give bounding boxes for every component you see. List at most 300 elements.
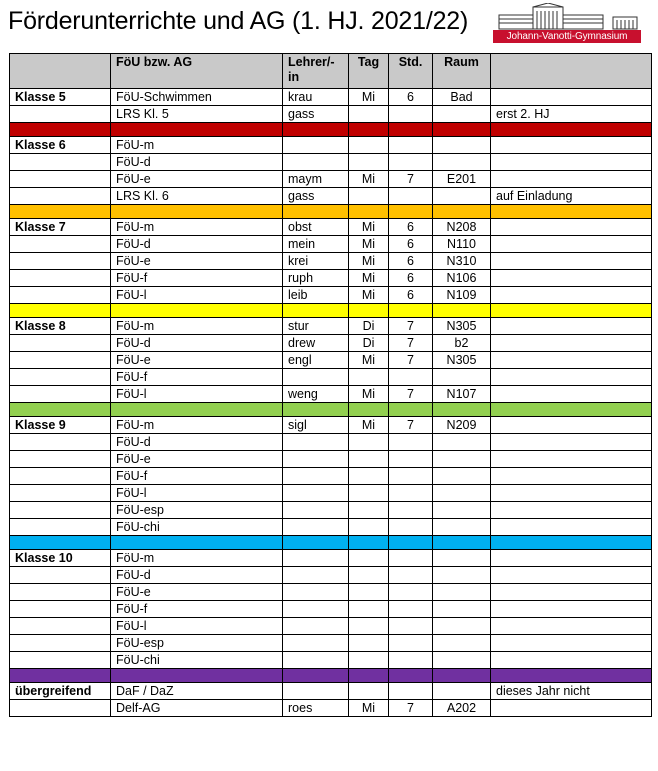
raum-cell: N305: [433, 352, 491, 369]
kurs-cell: FöU-d: [111, 335, 283, 352]
stunde-cell: [389, 485, 433, 502]
stunde-cell: 6: [389, 287, 433, 304]
bemerkung-cell: [491, 352, 652, 369]
header-raum: Raum: [433, 54, 491, 89]
tag-cell: Mi: [349, 219, 389, 236]
divider-cell: [433, 403, 491, 417]
table-row: [10, 171, 652, 188]
klasse-cell: [10, 386, 111, 403]
table-row: [10, 386, 652, 403]
school-name-banner: Johann-Vanotti-Gymnasium: [493, 30, 641, 43]
tag-cell: [349, 519, 389, 536]
raum-cell: A202: [433, 700, 491, 717]
kurs-cell: FöU-e: [111, 451, 283, 468]
lehrer-cell: [283, 485, 349, 502]
table-row: [10, 584, 652, 601]
table-row: [10, 318, 652, 335]
table-row: [10, 89, 652, 106]
bemerkung-cell: [491, 468, 652, 485]
kurs-cell: FöU-d: [111, 567, 283, 584]
bemerkung-cell: [491, 154, 652, 171]
klasse-cell: Klasse 5: [10, 89, 111, 106]
tag-cell: Mi: [349, 352, 389, 369]
table-row: [10, 137, 652, 154]
klasse-cell: übergreifend: [10, 683, 111, 700]
stunde-cell: 6: [389, 253, 433, 270]
raum-cell: [433, 519, 491, 536]
raum-cell: N208: [433, 219, 491, 236]
lehrer-cell: ruph: [283, 270, 349, 287]
raum-cell: [433, 502, 491, 519]
divider-cell: [111, 304, 283, 318]
lehrer-cell: maym: [283, 171, 349, 188]
bemerkung-cell: [491, 567, 652, 584]
tag-cell: [349, 502, 389, 519]
header-tag: Tag: [349, 54, 389, 89]
raum-cell: [433, 485, 491, 502]
table-row: [10, 369, 652, 386]
kurs-cell: FöU-d: [111, 236, 283, 253]
lehrer-cell: weng: [283, 386, 349, 403]
stunde-cell: [389, 137, 433, 154]
schedule-table: [9, 53, 652, 717]
divider-cell: [433, 205, 491, 219]
klasse-cell: Klasse 7: [10, 219, 111, 236]
section-divider-bar: [10, 403, 652, 417]
kurs-cell: FöU-d: [111, 154, 283, 171]
lehrer-cell: [283, 451, 349, 468]
divider-cell: [491, 205, 652, 219]
kurs-cell: LRS Kl. 6: [111, 188, 283, 205]
divider-cell: [349, 536, 389, 550]
bemerkung-cell: [491, 253, 652, 270]
raum-cell: b2: [433, 335, 491, 352]
klasse-cell: [10, 236, 111, 253]
klasse-cell: [10, 567, 111, 584]
stunde-cell: [389, 567, 433, 584]
raum-cell: [433, 550, 491, 567]
raum-cell: [433, 369, 491, 386]
stunde-cell: 7: [389, 335, 433, 352]
tag-cell: [349, 584, 389, 601]
table-row: [10, 618, 652, 635]
klasse-cell: [10, 519, 111, 536]
bemerkung-cell: [491, 434, 652, 451]
raum-cell: N310: [433, 253, 491, 270]
stunde-cell: [389, 502, 433, 519]
klasse-cell: Klasse 8: [10, 318, 111, 335]
divider-cell: [283, 536, 349, 550]
bemerkung-cell: [491, 519, 652, 536]
klasse-cell: [10, 700, 111, 717]
header-lehrer: Lehrer/-in: [283, 54, 349, 89]
table-row: [10, 451, 652, 468]
bemerkung-cell: [491, 584, 652, 601]
bemerkung-cell: [491, 550, 652, 567]
stunde-cell: [389, 188, 433, 205]
klasse-cell: [10, 154, 111, 171]
kurs-cell: FöU-f: [111, 270, 283, 287]
stunde-cell: [389, 550, 433, 567]
kurs-cell: FöU-e: [111, 253, 283, 270]
kurs-cell: FöU-f: [111, 601, 283, 618]
stunde-cell: [389, 601, 433, 618]
klasse-cell: [10, 468, 111, 485]
raum-cell: [433, 434, 491, 451]
divider-cell: [389, 403, 433, 417]
divider-cell: [349, 304, 389, 318]
table-row: [10, 352, 652, 369]
klasse-cell: [10, 601, 111, 618]
raum-cell: [433, 106, 491, 123]
lehrer-cell: krau: [283, 89, 349, 106]
kurs-cell: FöU-esp: [111, 635, 283, 652]
raum-cell: E201: [433, 171, 491, 188]
stunde-cell: [389, 106, 433, 123]
divider-cell: [111, 669, 283, 683]
tag-cell: [349, 652, 389, 669]
divider-cell: [433, 669, 491, 683]
raum-cell: [433, 188, 491, 205]
kurs-cell: FöU-e: [111, 584, 283, 601]
tag-cell: [349, 369, 389, 386]
table-row: [10, 236, 652, 253]
bemerkung-cell: erst 2. HJ: [491, 106, 652, 123]
divider-cell: [10, 403, 111, 417]
header-bemerkung: [491, 54, 652, 89]
divider-cell: [10, 123, 111, 137]
divider-cell: [349, 669, 389, 683]
bemerkung-cell: [491, 485, 652, 502]
tag-cell: [349, 618, 389, 635]
bemerkung-cell: [491, 219, 652, 236]
kurs-cell: FöU-esp: [111, 502, 283, 519]
bemerkung-cell: [491, 601, 652, 618]
lehrer-cell: [283, 601, 349, 618]
section-divider-bar: [10, 205, 652, 219]
raum-cell: [433, 601, 491, 618]
klasse-cell: [10, 618, 111, 635]
klasse-cell: [10, 270, 111, 287]
section-divider-bar: [10, 536, 652, 550]
bemerkung-cell: [491, 700, 652, 717]
raum-cell: [433, 618, 491, 635]
raum-cell: N106: [433, 270, 491, 287]
divider-cell: [433, 123, 491, 137]
lehrer-cell: leib: [283, 287, 349, 304]
bemerkung-cell: [491, 386, 652, 403]
divider-cell: [389, 304, 433, 318]
klasse-cell: [10, 352, 111, 369]
table-row: [10, 635, 652, 652]
bemerkung-cell: [491, 171, 652, 188]
school-building-icon: [493, 3, 641, 30]
divider-cell: [491, 536, 652, 550]
klasse-cell: [10, 434, 111, 451]
bemerkung-cell: [491, 236, 652, 253]
tag-cell: Mi: [349, 89, 389, 106]
divider-cell: [10, 304, 111, 318]
lehrer-cell: [283, 652, 349, 669]
header-klasse: [10, 54, 111, 89]
table-row: [10, 601, 652, 618]
klasse-cell: [10, 635, 111, 652]
tag-cell: Mi: [349, 700, 389, 717]
lehrer-cell: [283, 683, 349, 700]
divider-cell: [491, 304, 652, 318]
lehrer-cell: roes: [283, 700, 349, 717]
klasse-cell: [10, 171, 111, 188]
tag-cell: Mi: [349, 253, 389, 270]
divider-cell: [111, 123, 283, 137]
table-row: [10, 417, 652, 434]
tag-cell: Di: [349, 335, 389, 352]
table-row: [10, 468, 652, 485]
divider-cell: [111, 205, 283, 219]
lehrer-cell: engl: [283, 352, 349, 369]
tag-cell: [349, 106, 389, 123]
bemerkung-cell: [491, 417, 652, 434]
lehrer-cell: [283, 519, 349, 536]
kurs-cell: FöU-chi: [111, 652, 283, 669]
lehrer-cell: sigl: [283, 417, 349, 434]
tag-cell: [349, 601, 389, 618]
divider-cell: [283, 123, 349, 137]
lehrer-cell: obst: [283, 219, 349, 236]
raum-cell: [433, 635, 491, 652]
klasse-cell: [10, 485, 111, 502]
school-logo: [493, 3, 641, 43]
raum-cell: [433, 154, 491, 171]
tag-cell: Mi: [349, 386, 389, 403]
divider-cell: [10, 536, 111, 550]
table-row: [10, 502, 652, 519]
divider-cell: [389, 205, 433, 219]
klasse-cell: [10, 287, 111, 304]
kurs-cell: FöU-chi: [111, 519, 283, 536]
stunde-cell: 7: [389, 417, 433, 434]
bemerkung-cell: [491, 89, 652, 106]
table-row: [10, 270, 652, 287]
lehrer-cell: gass: [283, 106, 349, 123]
divider-cell: [283, 669, 349, 683]
kurs-cell: FöU-m: [111, 219, 283, 236]
stunde-cell: [389, 434, 433, 451]
page-title: Förderunterrichte und AG (1. HJ. 2021/22): [8, 7, 469, 35]
lehrer-cell: [283, 369, 349, 386]
divider-cell: [389, 536, 433, 550]
klasse-cell: [10, 106, 111, 123]
klasse-cell: [10, 335, 111, 352]
kurs-cell: FöU-l: [111, 287, 283, 304]
tag-cell: [349, 188, 389, 205]
klasse-cell: [10, 369, 111, 386]
divider-cell: [491, 403, 652, 417]
lehrer-cell: drew: [283, 335, 349, 352]
section-divider-bar: [10, 123, 652, 137]
section-divider-bar: [10, 304, 652, 318]
kurs-cell: FöU-e: [111, 352, 283, 369]
tag-cell: [349, 451, 389, 468]
table-row: [10, 188, 652, 205]
kurs-cell: FöU-m: [111, 137, 283, 154]
table-row: [10, 652, 652, 669]
table-row: [10, 154, 652, 171]
lehrer-cell: [283, 567, 349, 584]
stunde-cell: 7: [389, 171, 433, 188]
table-row: [10, 519, 652, 536]
divider-cell: [491, 123, 652, 137]
divider-cell: [389, 123, 433, 137]
raum-cell: [433, 468, 491, 485]
stunde-cell: [389, 154, 433, 171]
table-row: [10, 550, 652, 567]
stunde-cell: 6: [389, 89, 433, 106]
raum-cell: [433, 137, 491, 154]
lehrer-cell: mein: [283, 236, 349, 253]
lehrer-cell: krei: [283, 253, 349, 270]
bemerkung-cell: [491, 502, 652, 519]
raum-cell: N107: [433, 386, 491, 403]
header-stunde: Std.: [389, 54, 433, 89]
header-kurs: FöU bzw. AG: [111, 54, 283, 89]
table-row: [10, 700, 652, 717]
bemerkung-cell: [491, 287, 652, 304]
bemerkung-cell: dieses Jahr nicht: [491, 683, 652, 700]
stunde-cell: [389, 369, 433, 386]
bemerkung-cell: [491, 318, 652, 335]
tag-cell: [349, 485, 389, 502]
raum-cell: N110: [433, 236, 491, 253]
divider-cell: [283, 403, 349, 417]
kurs-cell: DaF / DaZ: [111, 683, 283, 700]
kurs-cell: Delf-AG: [111, 700, 283, 717]
stunde-cell: [389, 519, 433, 536]
lehrer-cell: [283, 434, 349, 451]
table-row: [10, 106, 652, 123]
tag-cell: Mi: [349, 171, 389, 188]
table-row: [10, 683, 652, 700]
bemerkung-cell: [491, 635, 652, 652]
stunde-cell: [389, 468, 433, 485]
stunde-cell: [389, 451, 433, 468]
lehrer-cell: [283, 137, 349, 154]
kurs-cell: FöU-l: [111, 618, 283, 635]
kurs-cell: FöU-f: [111, 468, 283, 485]
klasse-cell: [10, 253, 111, 270]
tag-cell: [349, 567, 389, 584]
tag-cell: [349, 434, 389, 451]
stunde-cell: [389, 652, 433, 669]
klasse-cell: Klasse 6: [10, 137, 111, 154]
klasse-cell: [10, 584, 111, 601]
tag-cell: [349, 635, 389, 652]
lehrer-cell: [283, 635, 349, 652]
table-row: [10, 253, 652, 270]
divider-cell: [349, 205, 389, 219]
bemerkung-cell: auf Einladung: [491, 188, 652, 205]
bemerkung-cell: [491, 335, 652, 352]
kurs-cell: FöU-l: [111, 485, 283, 502]
klasse-cell: [10, 652, 111, 669]
kurs-cell: FöU-m: [111, 318, 283, 335]
tag-cell: Di: [349, 318, 389, 335]
table-row: [10, 485, 652, 502]
tag-cell: Mi: [349, 270, 389, 287]
raum-cell: [433, 584, 491, 601]
table-row: [10, 567, 652, 584]
divider-cell: [349, 123, 389, 137]
divider-cell: [10, 205, 111, 219]
lehrer-cell: [283, 468, 349, 485]
bemerkung-cell: [491, 451, 652, 468]
table-row: [10, 219, 652, 236]
lehrer-cell: [283, 502, 349, 519]
bemerkung-cell: [491, 369, 652, 386]
raum-cell: N109: [433, 287, 491, 304]
kurs-cell: FöU-f: [111, 369, 283, 386]
tag-cell: Mi: [349, 287, 389, 304]
tag-cell: [349, 550, 389, 567]
stunde-cell: [389, 584, 433, 601]
stunde-cell: [389, 618, 433, 635]
tag-cell: [349, 154, 389, 171]
raum-cell: [433, 652, 491, 669]
lehrer-cell: [283, 584, 349, 601]
klasse-cell: Klasse 9: [10, 417, 111, 434]
kurs-cell: FöU-m: [111, 417, 283, 434]
klasse-cell: [10, 502, 111, 519]
kurs-cell: FöU-e: [111, 171, 283, 188]
kurs-cell: FöU-Schwimmen: [111, 89, 283, 106]
tag-cell: Mi: [349, 236, 389, 253]
stunde-cell: 7: [389, 386, 433, 403]
divider-cell: [389, 669, 433, 683]
divider-cell: [283, 205, 349, 219]
kurs-cell: FöU-l: [111, 386, 283, 403]
stunde-cell: 6: [389, 236, 433, 253]
stunde-cell: 7: [389, 700, 433, 717]
klasse-cell: [10, 188, 111, 205]
table-row: [10, 335, 652, 352]
table-header-row: [10, 54, 652, 89]
tag-cell: Mi: [349, 417, 389, 434]
stunde-cell: [389, 683, 433, 700]
raum-cell: N305: [433, 318, 491, 335]
klasse-cell: [10, 451, 111, 468]
tag-cell: [349, 683, 389, 700]
lehrer-cell: [283, 550, 349, 567]
divider-cell: [433, 304, 491, 318]
divider-cell: [491, 669, 652, 683]
kurs-cell: FöU-m: [111, 550, 283, 567]
section-divider-bar: [10, 669, 652, 683]
lehrer-cell: [283, 618, 349, 635]
divider-cell: [283, 304, 349, 318]
raum-cell: [433, 683, 491, 700]
lehrer-cell: gass: [283, 188, 349, 205]
table-row: [10, 434, 652, 451]
raum-cell: [433, 567, 491, 584]
klasse-cell: Klasse 10: [10, 550, 111, 567]
raum-cell: N209: [433, 417, 491, 434]
divider-cell: [433, 536, 491, 550]
lehrer-cell: stur: [283, 318, 349, 335]
table-row: [10, 287, 652, 304]
tag-cell: [349, 137, 389, 154]
raum-cell: [433, 451, 491, 468]
bemerkung-cell: [491, 270, 652, 287]
